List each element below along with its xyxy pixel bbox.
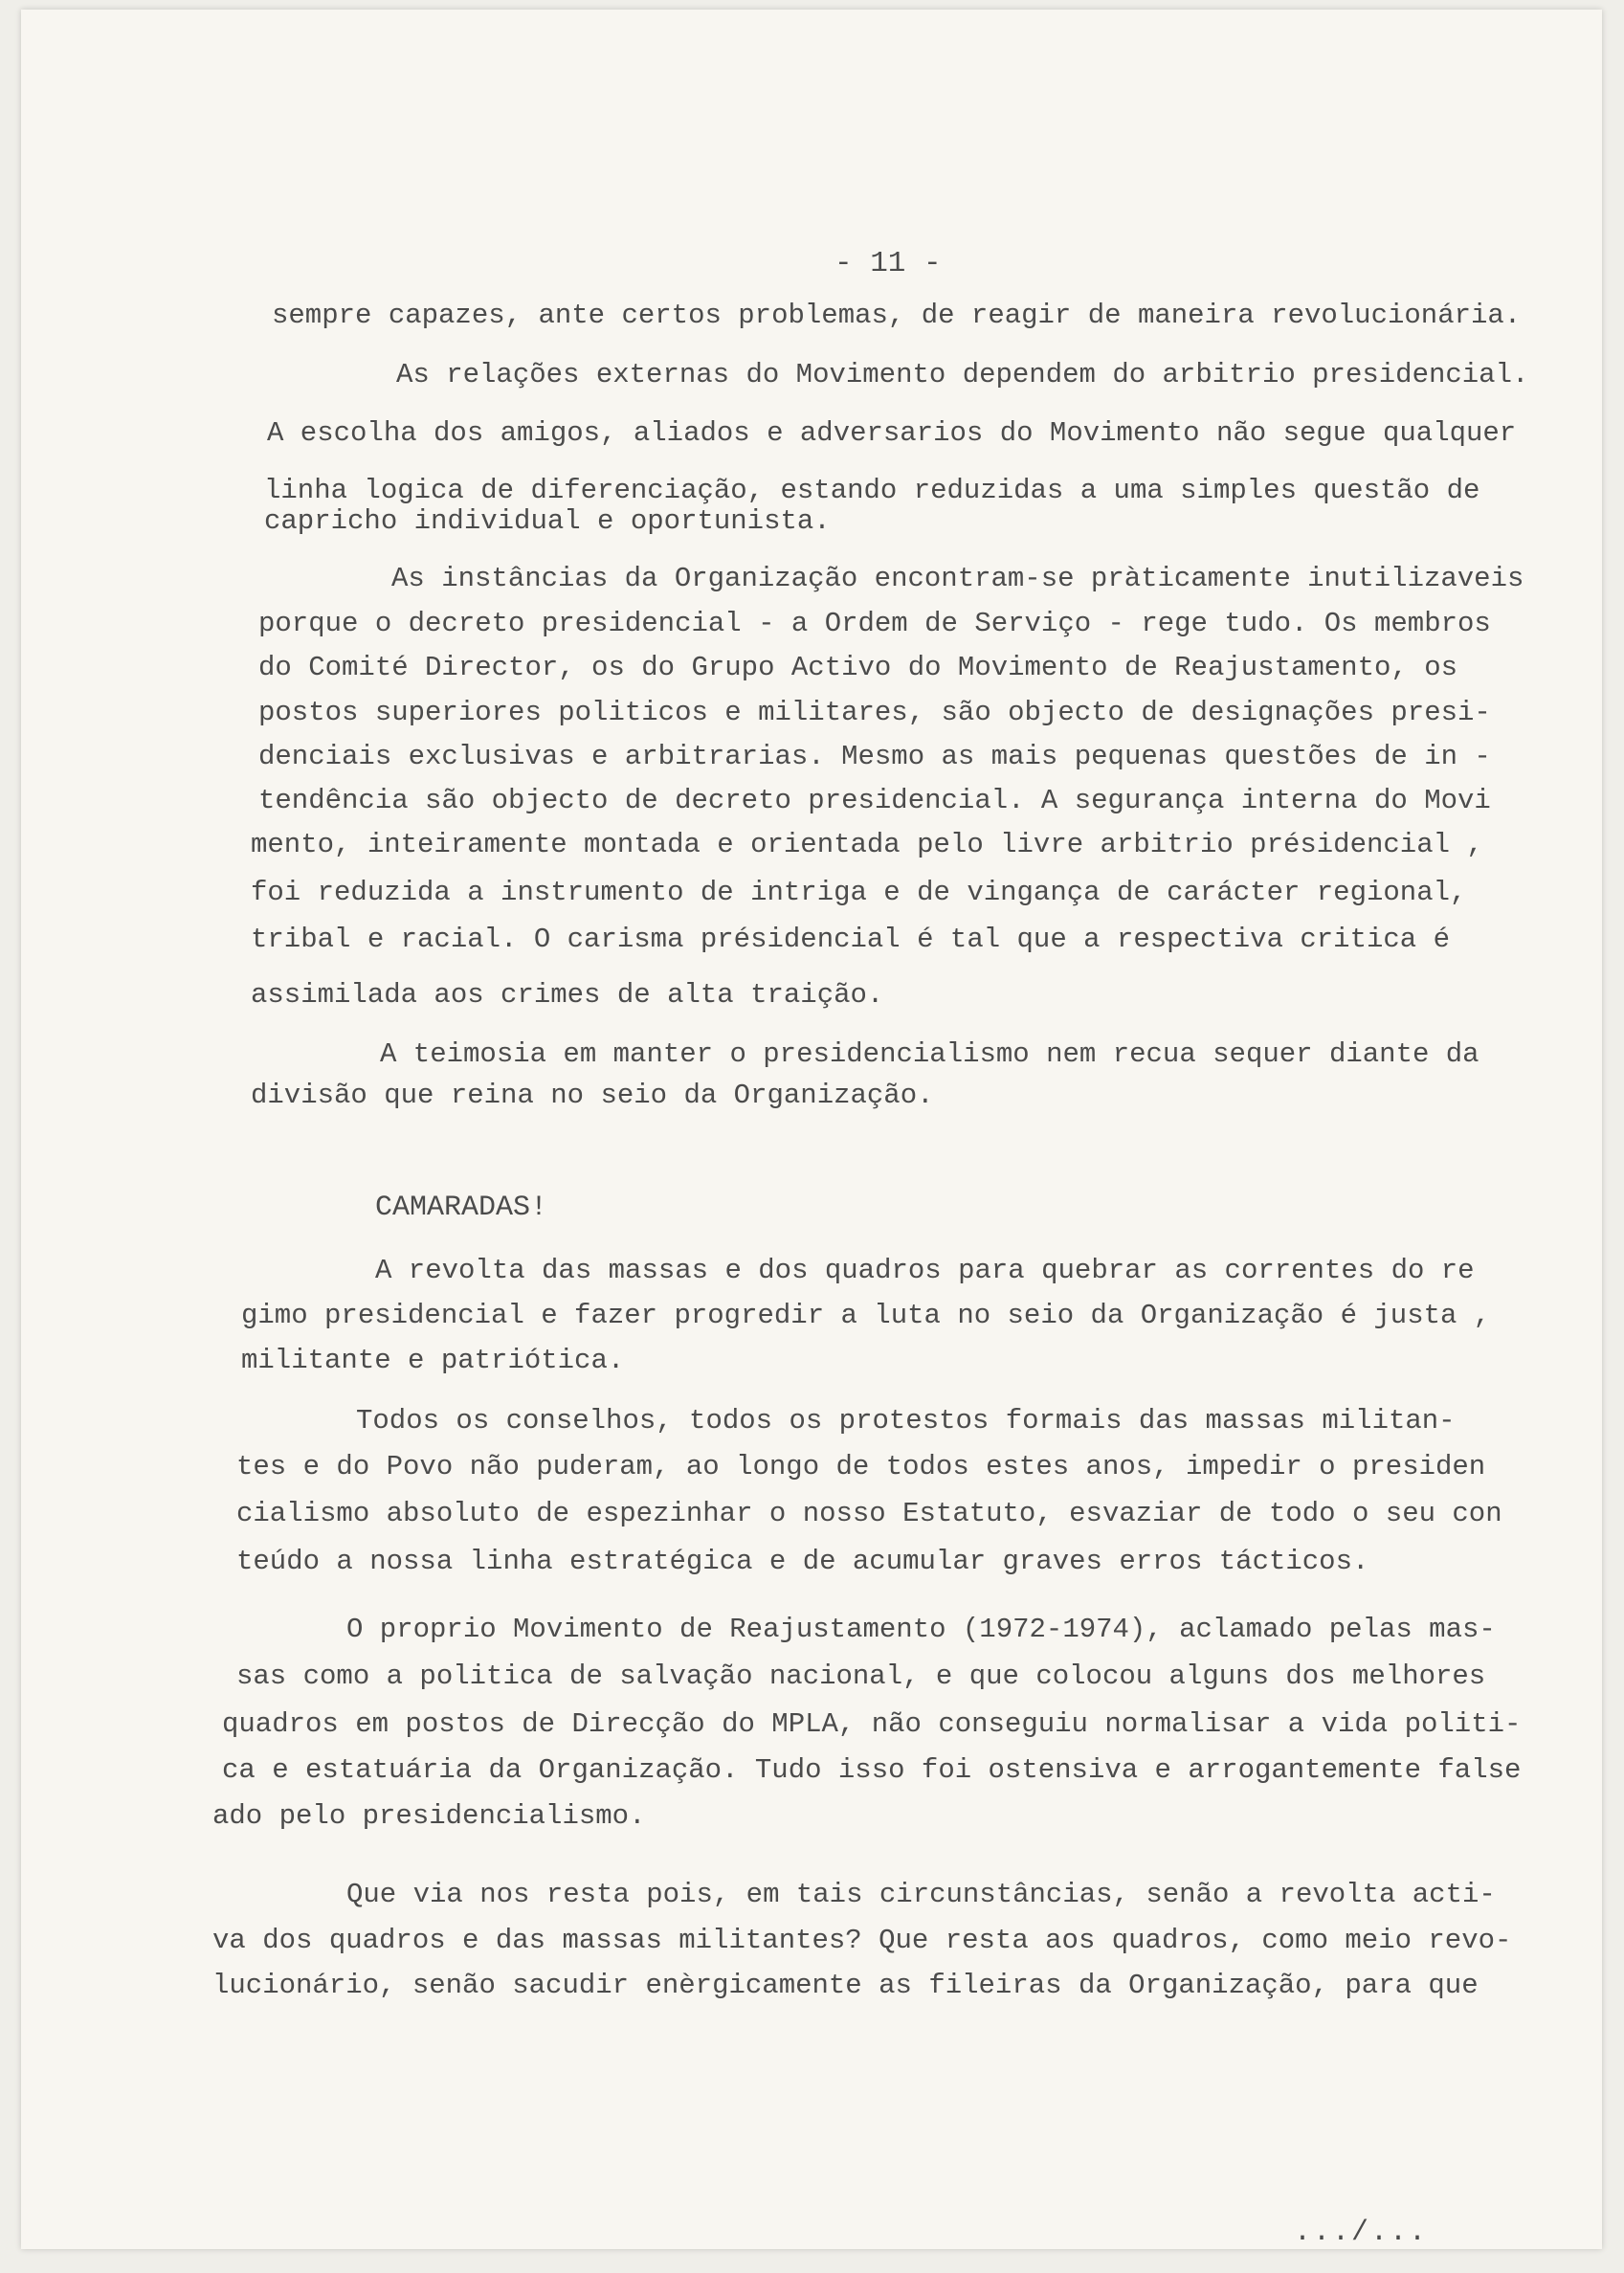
text-line: A escolha dos amigos, aliados e adversarios do Movimento não segue qualquer [267, 417, 1517, 449]
text-line: As instâncias da Organização encontram-se pràticamente inutilizaveis [391, 563, 1524, 594]
text-line: Que via nos resta pois, em tais circunstâncias, senão a revolta acti- [346, 1879, 1496, 1910]
text-line: teúdo a nossa linha estratégica e de acumular graves erros tácticos. [236, 1546, 1369, 1577]
text-line: ca e estatuária da Organização. Tudo isso foi ostensiva e arrogantemente false [222, 1754, 1522, 1786]
text-line: foi reduzida a instrumento de intriga e de vingança de carácter regional, [251, 877, 1467, 908]
text-line: cialismo absoluto de espezinhar o nosso Estatuto, esvaziar de todo o seu con [236, 1498, 1502, 1529]
text-line: Todos os conselhos, todos os protestos formais das massas militan- [356, 1405, 1456, 1437]
text-line: divisão que reina no seio da Organização. [251, 1080, 934, 1111]
text-line: tes e do Povo não puderam, ao longo de todos estes anos, impedir o presiden [236, 1451, 1486, 1482]
text-line: O proprio Movimento de Reajustamento (1972-1974), aclamado pelas mas- [346, 1614, 1496, 1645]
section-heading: CAMARADAS! [375, 1192, 548, 1224]
text-line: ado pelo presidencialismo. [212, 1800, 646, 1832]
text-line: A revolta das massas e dos quadros para quebrar as correntes do re [375, 1255, 1475, 1286]
text-line: gimo presidencial e fazer progredir a luta no seio da Organização é justa , [241, 1300, 1491, 1331]
text-line: capricho individual e oportunista. [264, 505, 831, 537]
document-page [21, 10, 1602, 2249]
text-line: As relações externas do Movimento dependem do arbitrio presidencial. [396, 359, 1529, 390]
text-line: va dos quadros e das massas militantes? Que resta aos quadros, como meio revo- [212, 1925, 1512, 1956]
text-line: quadros em postos de Direcção do MPLA, não conseguiu normalisar a vida politi- [222, 1708, 1522, 1740]
text-line: sempre capazes, ante certos problemas, de reagir de maneira revolucionária. [272, 300, 1522, 331]
text-line: denciais exclusivas e arbitrarias. Mesmo as mais pequenas questões de in - [258, 741, 1491, 772]
text-line: mento, inteiramente montada e orientada pelo livre arbitrio présidencial , [251, 829, 1483, 860]
text-line: A teimosia em manter o presidencialismo nem recua sequer diante da [380, 1038, 1479, 1070]
text-line: sas como a politica de salvação nacional, e que colocou alguns dos melhores [236, 1660, 1486, 1692]
text-line: linha logica de diferenciação, estando reduzidas a uma simples questão de [264, 475, 1480, 506]
text-line: postos superiores politicos e militares, são objecto de designações presi- [258, 697, 1491, 728]
text-line: do Comité Director, os do Grupo Activo do Movimento de Reajustamento, os [258, 652, 1458, 683]
continuation-mark: .../... [1294, 2217, 1429, 2249]
text-line: lucionário, senão sacudir enèrgicamente as fileiras da Organização, para que [212, 1970, 1479, 2001]
text-line: militante e patriótica. [241, 1345, 625, 1376]
text-line: porque o decreto presidencial - a Ordem de Serviço - rege tudo. Os membros [258, 608, 1491, 639]
text-line: assimilada aos crimes de alta traição. [251, 979, 884, 1011]
page-number: - 11 - [834, 247, 942, 280]
text-line: tribal e racial. O carisma présidencial é tal que a respectiva critica é [251, 924, 1451, 955]
text-line: tendência são objecto de decreto presidencial. A segurança interna do Movi [258, 785, 1491, 816]
